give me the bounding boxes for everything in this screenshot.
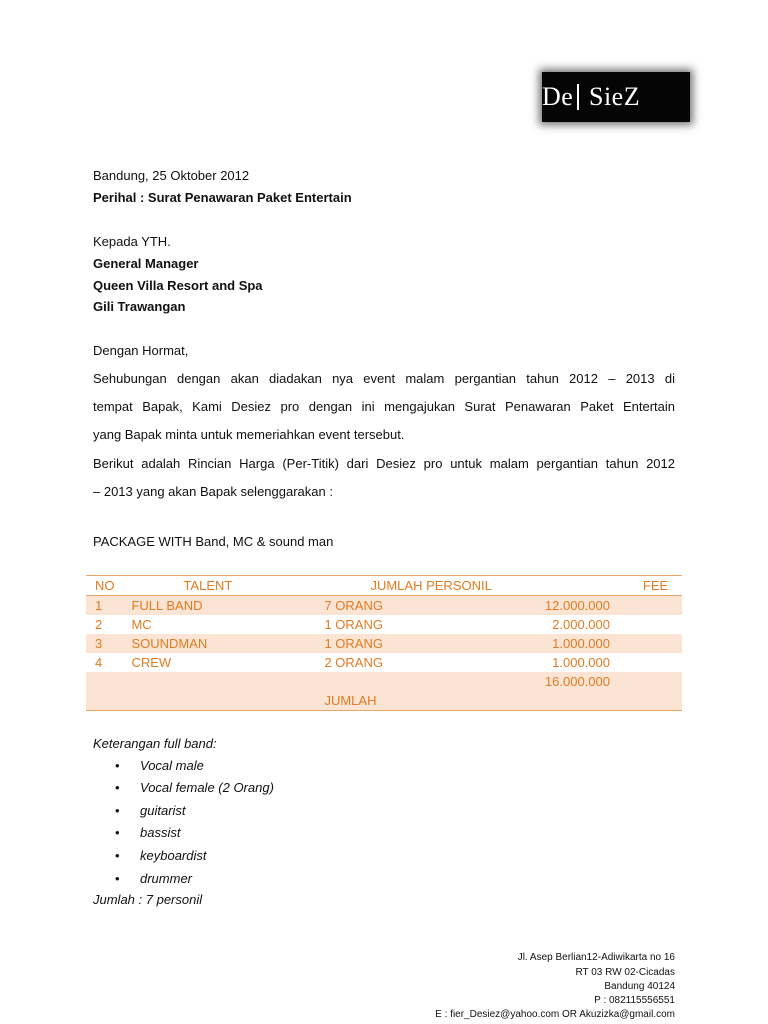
row-personil: 1 ORANG: [312, 634, 544, 653]
greeting: Dengan Hormat,: [93, 343, 189, 358]
paragraph-1-line-3: yang Bapak minta untuk memeriahkan event tersebut.: [93, 427, 405, 442]
table-row: [86, 653, 682, 672]
row-talent: SOUNDMAN: [121, 634, 312, 653]
total-label: JUMLAH: [312, 691, 544, 711]
bullet-icon: •: [115, 780, 120, 795]
to-label: Kepada YTH.: [93, 234, 171, 249]
letter-date: Bandung, 25 Oktober 2012: [93, 168, 250, 183]
row-talent: MC: [131, 617, 152, 632]
logo-divider: [577, 84, 579, 110]
row-personil: 1 ORANG: [324, 617, 383, 632]
band-member: Vocal male: [140, 758, 204, 773]
letter-subject: Perihal : Surat Penawaran Paket Entertain: [93, 190, 352, 205]
band-member: keyboardist: [140, 848, 207, 863]
band-member: bassist: [140, 825, 181, 840]
package-title: PACKAGE WITH Band, MC & sound man: [93, 534, 334, 549]
price-table: [86, 575, 682, 711]
row-no: 4: [95, 655, 103, 670]
recipient-location: Gili Trawangan: [93, 299, 186, 314]
address-street: Jl. Asep Berlian12-Adiwikarta no 16: [517, 952, 675, 963]
paragraph-2-line-1: Berikut adalah Rincian Harga (Per-Titik) dari Desiez pro untuk malam pergantian tahun 2012: [93, 456, 675, 471]
company-logo: [542, 72, 690, 122]
band-member: drummer: [140, 871, 193, 886]
table-row: [86, 615, 682, 634]
band-member: guitarist: [140, 803, 186, 818]
table-row: [86, 596, 682, 616]
bullet-icon: •: [115, 848, 120, 863]
paragraph-1-line-1: Sehubungan dengan akan diadakan nya event malam pergantian tahun 2012 – 2013 di: [93, 371, 675, 386]
logo-text-part2: SieZ: [589, 82, 641, 111]
row-fee: 1.000.000: [552, 655, 610, 670]
row-fee: 12.000.000: [545, 596, 682, 616]
row-no: 3: [86, 634, 121, 653]
header-personil: JUMLAH PERSONIL: [312, 576, 544, 596]
logo-text-part1: De: [542, 82, 574, 111]
band-total: Jumlah : 7 personil: [93, 892, 203, 907]
row-talent: CREW: [131, 655, 172, 670]
header-fee: FEE: [545, 576, 682, 596]
row-no: 2: [95, 617, 103, 632]
total-row-value: [86, 672, 682, 691]
total-row-label: [86, 691, 682, 711]
bullet-icon: •: [115, 803, 120, 818]
band-title: Keterangan full band:: [93, 736, 217, 751]
bullet-icon: •: [115, 871, 120, 886]
row-no: 1: [86, 596, 121, 616]
price-table-header: [86, 576, 682, 596]
bullet-icon: •: [115, 758, 120, 773]
header-no: NO: [86, 576, 121, 596]
row-fee: 2.000.000: [552, 617, 610, 632]
address-city: Bandung 40124: [604, 981, 675, 992]
row-talent: FULL BAND: [121, 596, 312, 616]
row-personil: 2 ORANG: [324, 655, 383, 670]
total-value: 16.000.000: [545, 672, 682, 691]
paragraph-2-line-2: – 2013 yang akan Bapak selenggarakan :: [93, 484, 333, 499]
paragraph-1-line-2: tempat Bapak, Kami Desiez pro dengan ini mengajukan Surat Penawaran Paket Entertain: [93, 399, 675, 414]
band-member: Vocal female (2 Orang): [140, 780, 274, 795]
address-email: E : fier_Desiez@yahoo.com OR Akuzizka@gmail.com: [435, 1009, 675, 1020]
address-rt-rw: RT 03 RW 02-Cicadas: [575, 967, 675, 978]
table-row: [86, 634, 682, 653]
row-fee: 1.000.000: [545, 634, 682, 653]
bullet-icon: •: [115, 825, 120, 840]
row-personil: 7 ORANG: [312, 596, 544, 616]
recipient-company: Queen Villa Resort and Spa: [93, 278, 263, 293]
address-phone: P : 082115556551: [594, 995, 675, 1006]
header-talent: TALENT: [121, 576, 312, 596]
recipient-title: General Manager: [93, 256, 199, 271]
